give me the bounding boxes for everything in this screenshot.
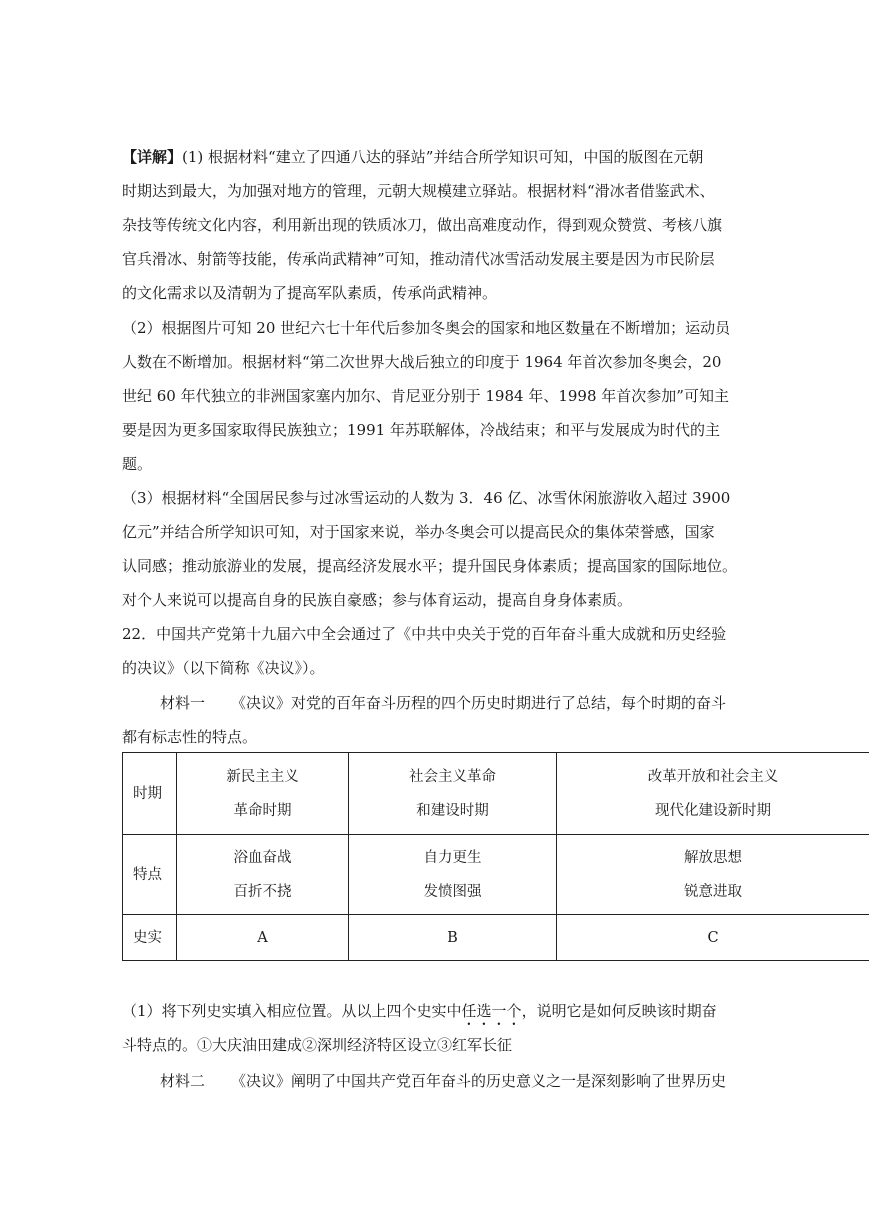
table-header-fact: 史实 [123,915,177,961]
cell-line: 锐意进取 [684,883,742,900]
cell-line: 百折不挠 [233,883,292,900]
table-cell-c: C [557,915,869,961]
material-2-label: 材料二 [160,1072,206,1090]
table-header-feature: 特点 [123,835,177,915]
answer-part-1-line-5: 的文化需求以及清朝为了提高军队素质，传承尚武精神。 [122,284,498,302]
sub-question-1-line-2: 斗特点的。①大庆油田建成②深圳经济特区设立③红军长征 [122,1036,513,1054]
table-cell-b: B [349,915,557,961]
answer-part-2-line-2: 人数在不断增加。根据材料“第二次世界大战后独立的印度于 1964 年首次参加冬奥会，20 [122,353,722,371]
answer-part-2-line-4: 要是因为更多国家取得民族独立；1991 年苏联解体，冷战结束；和平与发展成为时代的主 [122,421,720,439]
answer-part-1-line-4: 官兵滑冰、射箭等技能，传承尚武精神”可知，推动清代冰雪活动发展主要是因为市民阶层 [122,250,715,268]
text: ，说明它是如何反映该时期奋 [521,1002,717,1020]
material-1-line-2: 都有标志性的特点。 [122,728,258,746]
answer-part-3-line-3: 认同感；推动旅游业的发展，提高经济发展水平；提升国民身体素质；提高国家的国际地位。 [122,557,738,575]
table-cell [177,753,349,835]
text: （1）将下列史实填入相应位置。从以上四个史实中 [122,1002,462,1020]
material-1-text: 《决议》对党的百年奋斗历程的四个历史时期进行了总结，每个时期的奋斗 [231,694,727,712]
question-22-line-2: 的决议》（以下简称《决议》）。 [122,659,325,677]
table-cell [557,753,869,835]
cell-line: 新民主主义 [226,768,299,785]
sub-question-1-line-1 [122,1001,717,1029]
answer-part-1-line-3: 杂技等传统文化内容，利用新出现的铁质冰刀，做出高难度动作，得到观众赞赏、考核八旗 [122,216,723,234]
detail-label: 【详解】 [122,148,183,166]
table-row-fact [123,915,869,961]
material-1-line-1 [160,693,726,713]
answer-part-2-line-1: （2）根据图片可知 20 世纪六七十年代后参加冬奥会的国家和地区数量在不断增加；运动员 [122,319,731,337]
cell-line: 解放思想 [684,849,742,866]
material-2-text: 《决议》阐明了中国共产党百年奋斗的历史意义之一是深刻影响了世界历史 [231,1072,727,1090]
material-2-line-1 [160,1071,726,1091]
history-periods-table [122,752,869,961]
text: (1) 根据材料“建立了四通八达的驿站”并结合所学知识可知，中国的版图在元朝 [182,148,704,166]
answer-part-1-line-1 [122,147,703,167]
table-row-feature [123,835,869,915]
table-row-period [123,753,869,835]
cell-line: 现代化建设新时期 [655,802,771,819]
table-cell [349,753,557,835]
answer-part-1-line-2: 时期达到最大，为加强对地方的管理，元朝大规模建立驿站。根据材料“滑冰者借鉴武术、 [122,182,715,200]
emphasis-text: 任选一个 [461,1002,522,1020]
material-1-label: 材料一 [160,694,206,712]
table-cell [177,835,349,915]
cell-line: 社会主义革命 [409,768,496,785]
table-cell-a: A [177,915,349,961]
cell-line: 自力更生 [423,849,482,866]
answer-part-3-line-2: 亿元”并结合所学知识可知，对于国家来说，举办冬奥会可以提高民众的集体荣誉感，国家 [122,523,715,541]
cell-line: 浴血奋战 [233,849,292,866]
cell-line: 改革开放和社会主义 [647,768,779,785]
cell-line: 和建设时期 [416,802,489,819]
cell-line: 革命时期 [233,802,292,819]
question-22-line-1: 22．中国共产党第十九届六中全会通过了《中共中央关于党的百年奋斗重大成就和历史经验 [122,625,727,643]
answer-part-2-line-3: 世纪 60 年代独立的非洲国家塞内加尔、肯尼亚分别于 1984 年、1998 年首次参加”可知主 [122,387,729,405]
answer-part-3-line-4: 对个人来说可以提高自身的民族自豪感；参与体育运动，提高自身身体素质。 [122,591,633,609]
table-cell [349,835,557,915]
cell-line: 发愤图强 [423,883,482,900]
answer-part-3-line-1: （3）根据材料“全国居民参与过冰雪运动的人数为 3．46 亿、冰雪休闲旅游收入超过 3900 [122,489,731,507]
table-cell [557,835,869,915]
table-header-period: 时期 [123,753,177,835]
answer-part-2-line-5: 题。 [122,455,153,473]
